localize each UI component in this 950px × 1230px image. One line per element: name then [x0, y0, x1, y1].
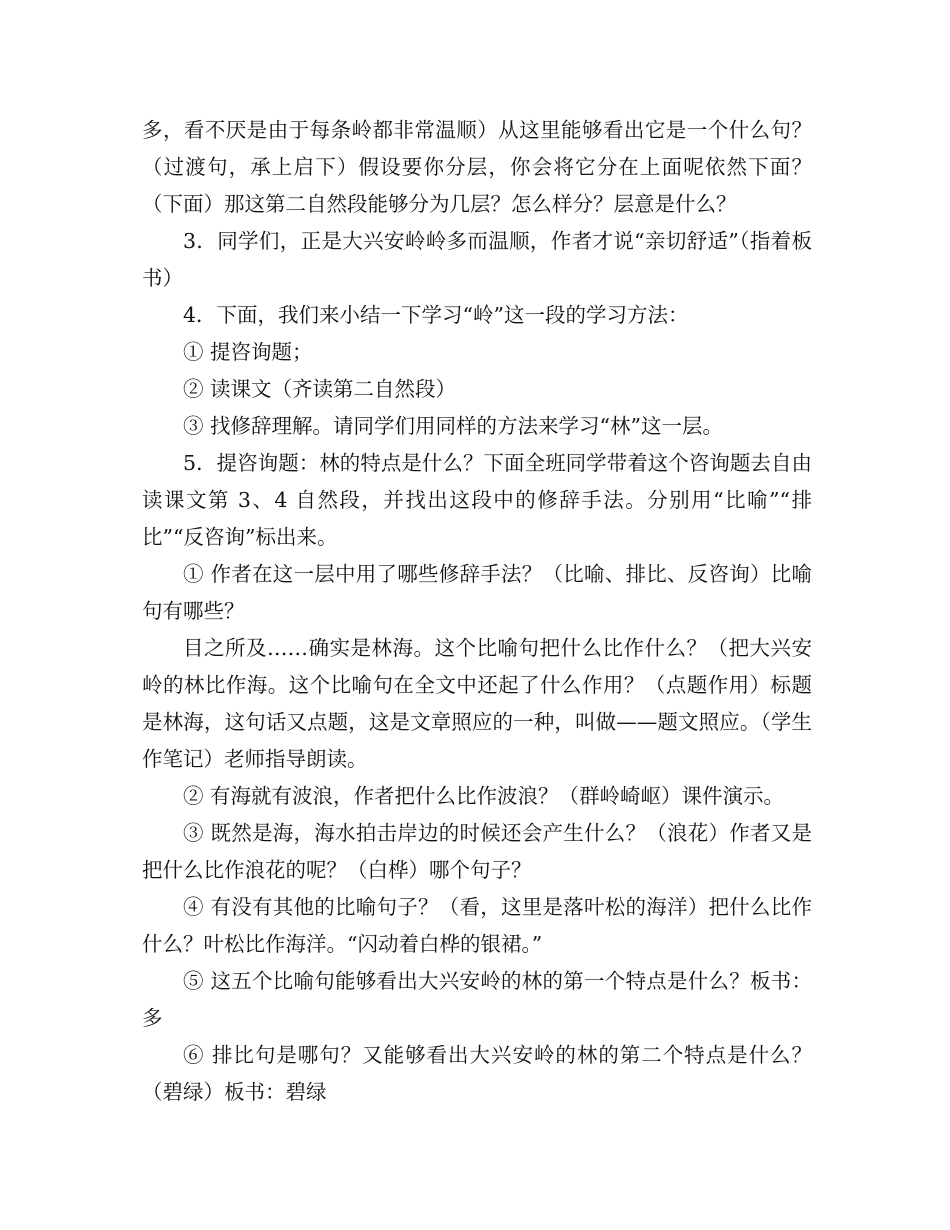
list-item: ⑥ 排比句是哪句？又能够看出大兴安岭的林的第二个特点是什么？（碧绿）板书：碧绿: [142, 1043, 812, 1104]
list-item: ① 提咨询题；: [183, 340, 313, 364]
body-text: [142, 112, 812, 1111]
paragraph: 4．下面，我们来小结一下学习“岭”这一段的学习方法：: [183, 303, 689, 327]
list-item: ⑤ 这五个比喻句能够看出大兴安岭的林的第一个特点是什么？板书：多: [142, 969, 812, 1030]
list-item: ④ 有没有其他的比喻句子？（看，这里是落叶松的海洋）把什么比作什么？叶松比作海洋。“闪动着白桦的银裙。”: [142, 895, 812, 956]
paragraph: 3．同学们，正是大兴安岭岭多而温顺，作者才说“亲切舒适”（指着板书）: [142, 229, 812, 290]
paragraph: 多，看不厌是由于每条岭都非常温顺）从这里能够看出它是一个什么句？（过渡句，承上启下）假设要你分层，你会将它分在上面呢依然下面？（下面）那这第二自然段能够分为几层？怎么样分？层意是什么？: [142, 118, 812, 216]
list-item: ③ 既然是海，海水拍击岸边的时候还会产生什么？（浪花）作者又是把什么比作浪花的呢？（白桦）哪个句子？: [142, 821, 812, 882]
list-item: ① 作者在这一层中用了哪些修辞手法？（比喻、排比、反咨询）比喻句有哪些？: [142, 562, 812, 623]
list-item: ② 有海就有波浪，作者把什么比作波浪？（群岭崎岖）课件演示。: [183, 784, 785, 808]
list-item: ② 读课文（齐读第二自然段）: [183, 377, 457, 401]
list-item: ③ 找修辞理解。请同学们用同样的方法来学习“林”这一层。: [183, 414, 723, 438]
paragraph: 5．提咨询题：林的特点是什么？下面全班同学带着这个咨询题去自由读课文第 3、4 自然段，并找出这段中的修辞手法。分别用“比喻”“排比”“反咨询”标出来。: [142, 451, 812, 549]
paragraph: 目之所及……确实是林海。这个比喻句把什么比作什么？（把大兴安岭的林比作海。这个比喻句在全文中还起了什么作用？（点题作用）标题是林海，这句话又点题，这是文章照应的一种，叫做——题文照应。（学生作笔记）老师指导朗读。: [142, 636, 812, 771]
